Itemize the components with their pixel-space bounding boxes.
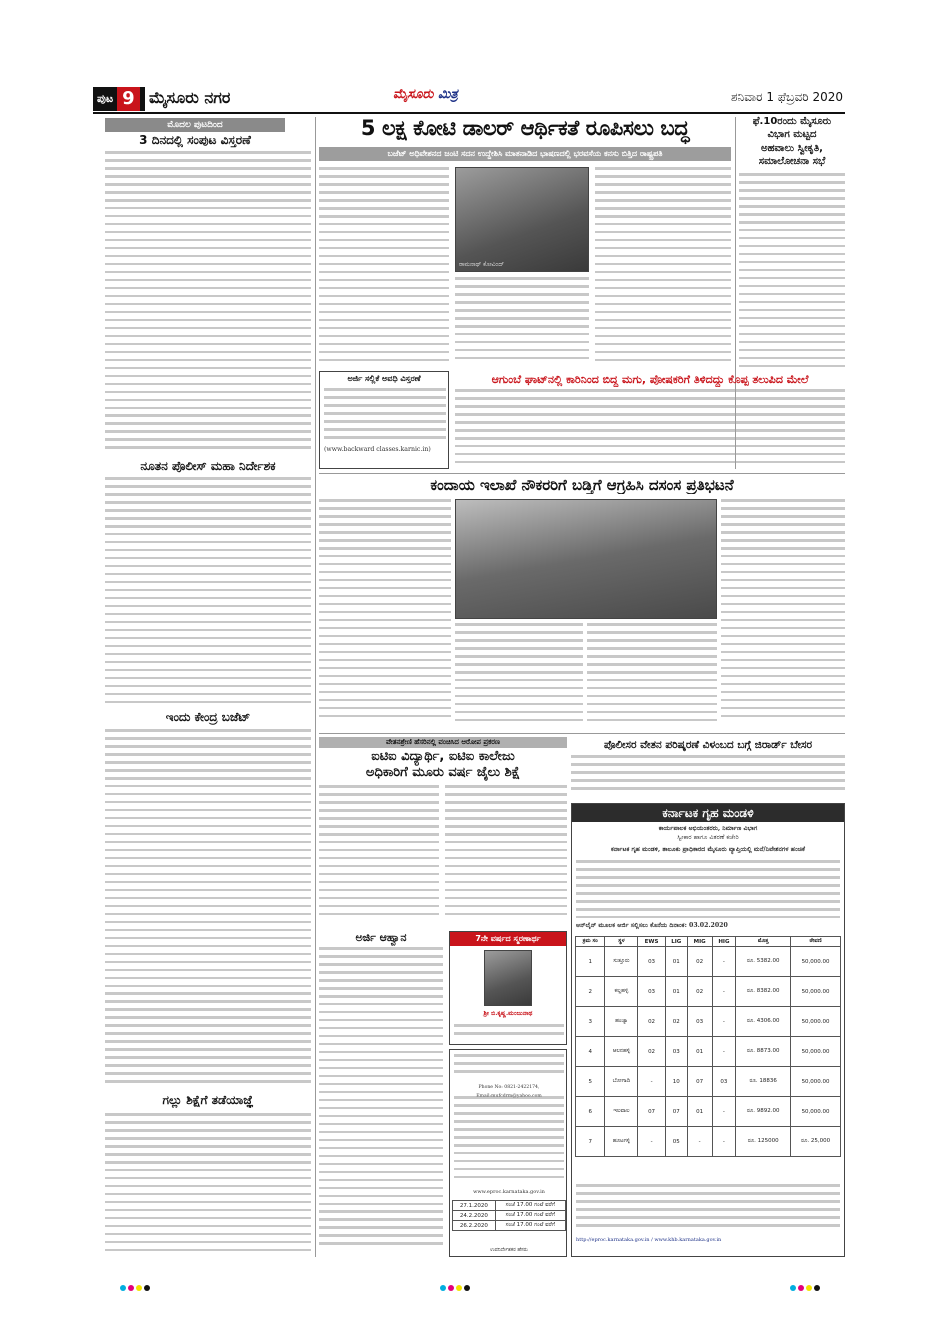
cell: 50,000.00	[791, 1037, 841, 1067]
president-photo	[455, 167, 589, 272]
cell: 02	[638, 1007, 665, 1037]
cell: 07	[638, 1097, 665, 1127]
story-death-sentence-stay-body	[105, 1113, 311, 1258]
table-row	[453, 1211, 566, 1221]
page-number-badge	[93, 87, 145, 111]
housing-notice-heading: ಕರ್ನಾಟಕ ಗೃಹ ಮಂಡಳಿ, ತಾಲೂಕು ಪ್ರಾಧಿಕಾರದ ಮೈಸೂರು ವ್ಯಾಪ್ತಿಯಲ್ಲಿ ಮನೆ/ನಿವೇಶನಗಳ ಹಂಚಿಕೆ	[610, 846, 806, 853]
jail-story-headline-2: ಅಧಿಕಾರಿಗೆ ಮೂರು ವರ್ಷ ಜೈಲು ಶಿಕ್ಷೆ	[365, 765, 521, 780]
tender-row-3-date: 26.2.2020	[453, 1221, 496, 1231]
protest-body-col4	[721, 499, 845, 729]
cell: ರೂ. 8382.00	[736, 977, 791, 1007]
obituary-title: 7ನೇ ವರ್ಷದ ಸ್ಮರಣಾರ್ಥ	[450, 932, 566, 946]
cell: 2	[576, 977, 605, 1007]
story-police-chief-title: ನೂತನ ಪೊಲೀಸ್ ಮಹಾ ನಿರ್ದೇಶಕ	[140, 459, 276, 473]
jail-story-body-col1	[319, 785, 439, 927]
lead-body-col1	[319, 167, 449, 367]
notice-body	[324, 388, 446, 444]
protest-headline: ಕಂದಾಯ ಇಲಾಖೆ ನೌಕರರಿಗೆ ಬಡ್ತಿಗೆ ಆಗ್ರಹಿಸಿ ದಸಂಸ ಪ್ರತಿಭಟನೆ	[430, 476, 734, 494]
cmyk-registration-marks-center	[440, 1285, 470, 1291]
cmyk-registration-marks	[120, 1285, 150, 1291]
cell: 50,000.00	[791, 977, 841, 1007]
cell: -	[712, 1097, 736, 1127]
col-amount: ಮೊತ್ತ	[736, 937, 791, 947]
right-story-title-4: ಸಮಾಲೋಚನಾ ಸಭೆ	[758, 156, 826, 167]
cell: ಹಂಚ್ಯಾ	[605, 1007, 638, 1037]
table-row	[576, 947, 841, 977]
cell: -	[638, 1067, 665, 1097]
col-sl: ಕ್ರಮ ಸಂ	[576, 937, 605, 947]
story-union-budget-body	[105, 729, 311, 1091]
cell: 03	[687, 1007, 712, 1037]
jail-story-headline-1: ಐಟಿಐ ವಿದ್ಯಾರ್ಥಿ, ಐಟಿಐ ಕಾಲೇಜು	[371, 749, 515, 764]
right-story-title-3: ಅಹವಾಲು ಸ್ವೀಕೃತಿ,	[760, 143, 823, 154]
cell: 03	[665, 1037, 687, 1067]
col-mig: MIG	[687, 937, 712, 947]
tender-row-1-time: ಸಂಜೆ 17.00 ಗಂಟೆ ವರೆಗೆ	[495, 1201, 565, 1211]
cell: ರೂ. 8873.00	[736, 1037, 791, 1067]
table-row	[576, 1007, 841, 1037]
table-row	[576, 1127, 841, 1157]
cell: 02	[687, 977, 712, 1007]
cell: 02	[665, 1007, 687, 1037]
tender-row-2-date: 24.2.2020	[453, 1211, 496, 1221]
cell: -	[712, 977, 736, 1007]
application-title: ಅರ್ಜಿ ಆಹ್ವಾನ	[355, 931, 407, 944]
lead-body-col3	[595, 167, 731, 367]
lead-body-col2	[455, 277, 589, 369]
tender-phone: Phone No: 0821-2422174,	[478, 1085, 540, 1090]
jail-story-kicker: ವೇತನಶ್ರೇಣಿ ಹೆಸರಿನಲ್ಲಿ ವಂಚಿಸಿದ ಆರೋಪ ಪ್ರಕರಣ	[319, 737, 567, 748]
tender-site: www.eproc.karnataka.gov.in	[473, 1189, 545, 1195]
issue-date: ಶನಿವಾರ 1 ಫೆಬ್ರವರಿ 2020	[730, 90, 843, 104]
newspaper-page	[93, 85, 845, 1260]
photo-caption: ರಾಮನಾಥ್ ಕೋವಿಂದ್	[459, 261, 505, 268]
protest-body-col1	[319, 499, 451, 729]
obituary-portrait	[484, 950, 532, 1006]
front-page-continuation-kicker: ಮೊದಲ ಪುಟದಿಂದ	[105, 118, 285, 132]
cell: 07	[687, 1067, 712, 1097]
housing-office-line: ಕಾರ್ಯಪಾಲಕ ಅಭಿಯಂತರರು, ನಿರ್ಮಾಣ ವಿಭಾಗ	[658, 825, 758, 832]
housing-office-line-2: ಸ್ವೀಕಾರ ಹಾಗೂ ವಿತರಣೆ ಕಚೇರಿ	[677, 834, 739, 841]
story-death-sentence-stay-title: ಗಲ್ಲು ಶಿಕ್ಷೆಗೆ ತಡೆಯಾಜ್ಞೆ	[162, 1093, 254, 1107]
story-union-budget-title: ಇಂದು ಕೇಂದ್ರ ಬಜೆಟ್	[165, 710, 251, 724]
right-story-title-1: ಫೆ.10ರಂದು ಮೈಸೂರು	[752, 116, 832, 127]
tender-row-3-time: ಸಂಜೆ 17.00 ಗಂಟೆ ವರೆಗೆ	[495, 1221, 565, 1231]
table-header-row	[576, 937, 841, 947]
page-header	[93, 85, 845, 113]
cell: 07	[665, 1097, 687, 1127]
cell: ರೂ. 18836	[736, 1067, 791, 1097]
cell: 02	[687, 947, 712, 977]
cell: ರೂ. 4306.00	[736, 1007, 791, 1037]
cell: 02	[638, 1037, 665, 1067]
cell: 01	[687, 1097, 712, 1127]
housing-last-date: ಆನ್‌ಲೈನ್ ಮೂಲಕ ಅರ್ಜಿ ಸಲ್ಲಿಸಲು ಕೊನೆಯ ದಿನಾಂಕ: 03.02.2020	[576, 922, 728, 929]
housing-notice-body	[576, 860, 840, 922]
section-rule-2	[319, 733, 845, 734]
child-fell-story-body	[455, 389, 845, 469]
protest-photo	[455, 499, 717, 619]
cell: -	[638, 1127, 665, 1157]
table-row	[576, 1097, 841, 1127]
story-police-chief-body	[105, 477, 311, 707]
table-row	[576, 1037, 841, 1067]
tender-body	[454, 1096, 564, 1188]
col-ews: EWS	[638, 937, 665, 947]
housing-footer-link[interactable]: http://eproc.karnataka.gov.in / www.khb.karnataka.gov.in	[576, 1237, 722, 1243]
right-story-body	[739, 173, 845, 373]
page-label: ಪುಟ	[97, 92, 114, 105]
brand-part-b: ಮಿತ್ರ	[437, 87, 458, 102]
child-fell-story-headline: ಆಗುಂಬೆ ಘಾಟ್‌ನಲ್ಲಿ ಕಾರಿನಿಂದ ಬಿದ್ದ ಮಗು, ಪೋಷಕರಿಗೆ ತಿಳಿದದ್ದು ಕೊಪ್ಪ ತಲುಪಿದ ಮೇಲೆ	[491, 373, 809, 386]
cell: -	[712, 947, 736, 977]
cell: 01	[665, 977, 687, 1007]
police-pay-headline: ಪೊಲೀಸರ ವೇತನ ಪರಿಷ್ಕರಣೆ ವಿಳಂಬದ ಬಗ್ಗೆ ಜಿರಾರ್ಡ್ ಬೇಸರ	[603, 739, 813, 751]
cell: 50,000.00	[791, 1097, 841, 1127]
tender-row-2-time: ಸಂಜೆ 17.00 ಗಂಟೆ ವರೆಗೆ	[495, 1211, 565, 1221]
cell: 50,000.00	[791, 1067, 841, 1097]
masthead-logo	[393, 87, 458, 102]
col-lig: LIG	[665, 937, 687, 947]
application-body	[319, 947, 443, 1257]
col-deposit: ಠೇವಣಿ	[791, 937, 841, 947]
column-divider	[315, 117, 316, 1257]
cell: 01	[665, 947, 687, 977]
cell: 03	[712, 1067, 736, 1097]
application-extension-notice	[319, 371, 449, 469]
tender-header	[454, 1054, 564, 1084]
header-rule	[93, 112, 845, 114]
cell: 03	[638, 947, 665, 977]
section-rule	[319, 473, 845, 474]
col-place: ಸ್ಥಳ	[605, 937, 638, 947]
cell: ಇಲವಾಲ	[605, 1097, 638, 1127]
protest-body-col3	[587, 623, 717, 729]
cell: -	[712, 1127, 736, 1157]
cell: 03	[638, 977, 665, 1007]
cell: 3	[576, 1007, 605, 1037]
tender-row-1-date: 27.1.2020	[453, 1201, 496, 1211]
obituary-text	[454, 1024, 564, 1044]
cell: 01	[687, 1037, 712, 1067]
cell: -	[712, 1007, 736, 1037]
cell: ಬೋಗಾದಿ	[605, 1067, 638, 1097]
table-row	[576, 977, 841, 1007]
table-row	[453, 1221, 566, 1231]
cell: ರೂ. 25,000	[791, 1127, 841, 1157]
cell: 50,000.00	[791, 947, 841, 977]
housing-allotment-table	[575, 936, 841, 1157]
cell: ರೂ. 125000	[736, 1127, 791, 1157]
protest-body-col2	[455, 623, 583, 729]
cell: 10	[665, 1067, 687, 1097]
brand-part-a: ಮೈಸೂರು	[393, 87, 434, 102]
cell: 05	[665, 1127, 687, 1157]
table-row	[576, 1067, 841, 1097]
cell: ಕಲ್ಲಹಳ್ಳಿ	[605, 977, 638, 1007]
story-cabinet-expansion-title: 3 ದಿನದಲ್ಲಿ ಸಂಪುಟ ವಿಸ್ತರಣೆ	[139, 133, 251, 147]
cell: 5	[576, 1067, 605, 1097]
housing-footer-text	[576, 1184, 840, 1232]
cmyk-registration-marks-right	[790, 1285, 820, 1291]
tender-signatory: ಉಪನಿರ್ದೇಶಕರ ಹೆಸರು	[490, 1247, 528, 1253]
police-pay-body	[571, 755, 845, 799]
cell: ಸುತ್ತೂರು	[605, 947, 638, 977]
cell: 7	[576, 1127, 605, 1157]
cell: 4	[576, 1037, 605, 1067]
cell: ರೂ. 5382.00	[736, 947, 791, 977]
lead-subhead: ಬಜೆಟ್ ಅಧಿವೇಶನದ ಜಂಟಿ ಸದನ ಉದ್ದೇಶಿಸಿ ಮಾತನಾಡಿದ ಭಾಷಣದಲ್ಲಿ ಭರವಸೆಯ ಕನಸು ಬಿತ್ತಿದ ರಾಷ್ಟ್ರಪತಿ	[319, 147, 731, 161]
right-story-title-2: ವಿಭಾಗ ಮಟ್ಟದ	[767, 129, 817, 140]
cell: ಹೂಟಗಳ್ಳಿ	[605, 1127, 638, 1157]
cell: 50,000.00	[791, 1007, 841, 1037]
notice-url: (www.backward classes.karnic.in)	[324, 446, 431, 453]
tender-notice	[449, 1049, 567, 1257]
story-cabinet-expansion-body	[105, 151, 311, 457]
obituary-name: ಶ್ರೀ ಬಿ.ಕೃಷ್ಣ.ಮಂಜುನಾಥ	[483, 1010, 533, 1017]
cell: 6	[576, 1097, 605, 1127]
table-row	[453, 1201, 566, 1211]
jail-story-body-col2	[445, 785, 567, 927]
col-hig: HIG	[712, 937, 736, 947]
notice-title: ಅರ್ಜಿ ಸಲ್ಲಿಕೆ ಅವಧಿ ವಿಸ್ತರಣೆ	[347, 374, 421, 383]
cell: -	[712, 1037, 736, 1067]
cell: -	[687, 1127, 712, 1157]
page-number: 9	[117, 87, 140, 111]
tender-schedule-table	[452, 1200, 566, 1231]
obituary-box	[449, 931, 567, 1045]
housing-board-title: ಕರ್ನಾಟಕ ಗೃಹ ಮಂಡಳಿ	[572, 804, 844, 822]
cell: ರೂ. 9892.00	[736, 1097, 791, 1127]
cell: 1	[576, 947, 605, 977]
lead-headline: 5 ಲಕ್ಷ ಕೋಟಿ ಡಾಲರ್ ಆರ್ಥಿಕತೆ ರೂಪಿಸಲು ಬದ್ಧ	[360, 116, 690, 140]
housing-board-notice	[571, 803, 845, 1257]
section-title: ಮೈಸೂರು ನಗರ	[149, 88, 231, 107]
cell: ಆಲನಹಳ್ಳಿ	[605, 1037, 638, 1067]
